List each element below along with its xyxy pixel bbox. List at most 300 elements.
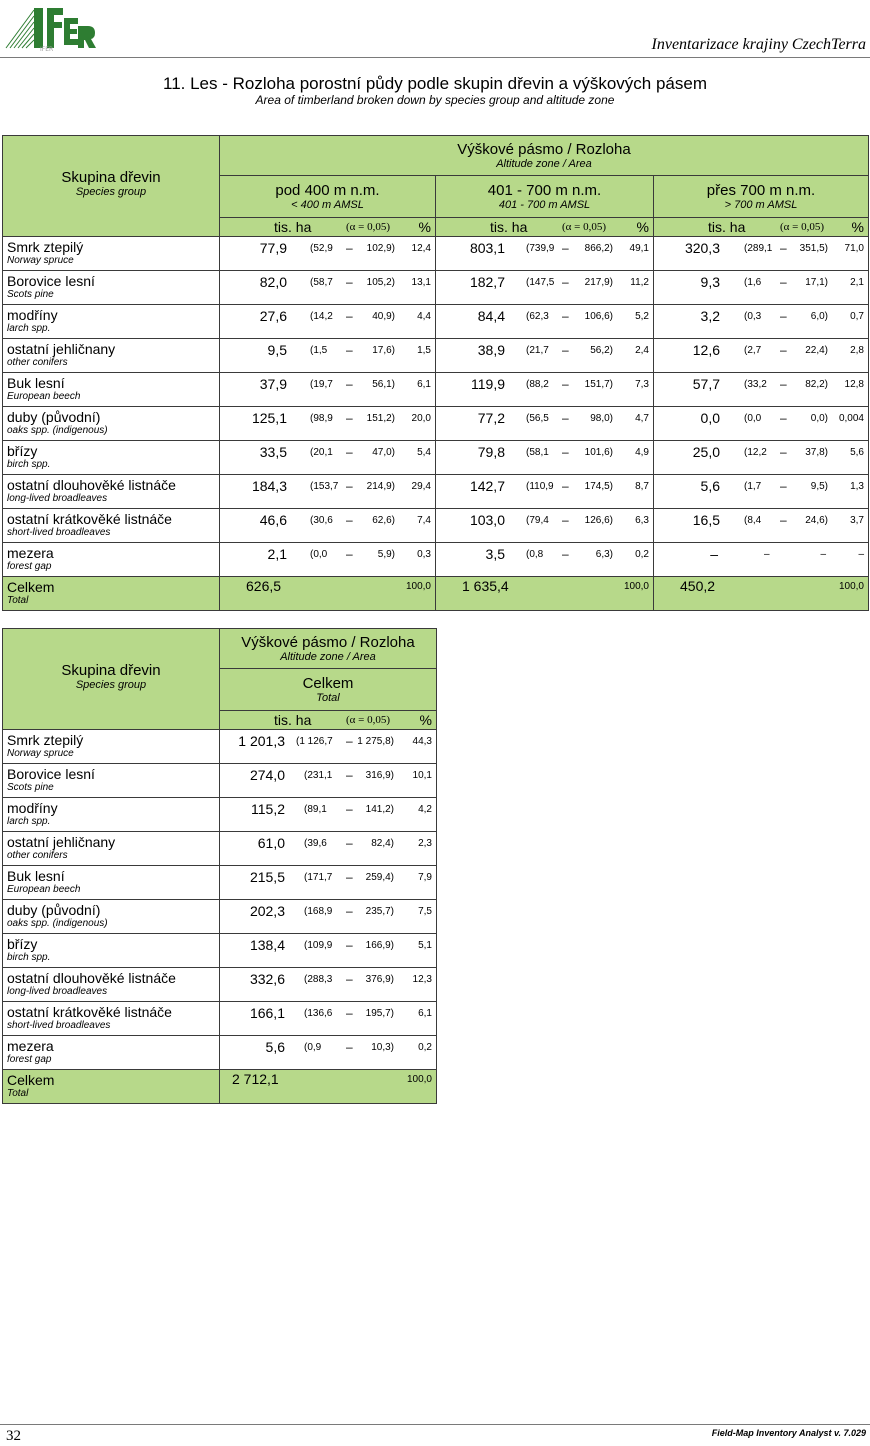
ci-upper: 37,8)	[805, 447, 828, 458]
total-area-value: 626,5	[246, 578, 282, 594]
area-value: 3,2	[700, 308, 720, 324]
zone-value-cell	[436, 543, 654, 577]
zone-value-cell	[654, 339, 869, 373]
species-name-en: forest gap	[7, 561, 52, 572]
area-value: 77,9	[259, 240, 287, 256]
area-value: 57,7	[692, 376, 720, 392]
ci-lower: (153,7	[310, 481, 339, 492]
species-group-header-en: Species group	[75, 185, 147, 198]
area-value: 103,0	[469, 512, 505, 528]
area-value: 184,3	[251, 478, 287, 494]
share-pct: 13,1	[411, 277, 431, 288]
altitude-zone-header-cz: Výškové pásmo / Rozloha	[457, 140, 631, 158]
total-label-en: Total	[7, 595, 29, 606]
header-divider	[0, 57, 870, 58]
species-cell	[3, 798, 220, 832]
species-name-cz: ostatní krátkověké listnáče	[7, 511, 172, 527]
ci-dash: –	[780, 479, 787, 493]
table-row	[3, 237, 869, 271]
table-row	[3, 441, 869, 475]
unit-alpha-label: (α = 0,05)	[780, 220, 825, 233]
share-pct: 0,2	[635, 549, 649, 560]
ci-dash: –	[780, 343, 787, 357]
share-pct: 7,3	[635, 379, 649, 390]
ci-upper: 126,6)	[584, 515, 613, 526]
species-name-cz: duby (původní)	[7, 409, 101, 425]
zone-header-total	[220, 668, 437, 710]
species-name-cz: modříny	[7, 307, 58, 323]
area-value: 61,0	[257, 835, 285, 851]
species-cell	[3, 832, 220, 866]
ci-upper: 106,6)	[584, 311, 613, 322]
ci-lower: (12,2	[744, 447, 767, 458]
zone-3-cz: přes 700 m n.m.	[706, 181, 816, 199]
footer-divider	[0, 1424, 870, 1425]
species-cell	[3, 866, 220, 900]
ci-lower: (0,3	[744, 311, 762, 322]
ci-upper: 376,9)	[365, 974, 394, 985]
species-name-en: European beech	[7, 884, 81, 895]
zone-value-cell	[654, 237, 869, 271]
share-pct: 6,1	[417, 379, 431, 390]
unit-header-3	[654, 217, 869, 236]
zone-header-1	[220, 175, 436, 217]
total-area-value: 450,2	[680, 578, 716, 594]
zone-value-cell	[220, 798, 437, 832]
zone-value-cell	[436, 305, 654, 339]
share-pct: 2,3	[418, 838, 432, 849]
ci-lower: (2,7	[744, 345, 762, 356]
species-name-en: short-lived broadleaves	[7, 1020, 111, 1031]
ci-dash: –	[780, 377, 787, 391]
species-name-en: European beech	[7, 391, 81, 402]
ci-dash: –	[346, 445, 353, 459]
ci-dash: –	[346, 870, 353, 884]
total-share-pct: 100,0	[405, 581, 431, 592]
zone-value-cell	[220, 509, 436, 543]
area-value: 37,9	[259, 376, 287, 392]
share-pct: 8,7	[635, 481, 649, 492]
species-name-en: Norway spruce	[7, 255, 74, 266]
ci-dash: –	[562, 547, 569, 561]
zone-value-cell	[436, 509, 654, 543]
ci-lower: (58,1	[526, 447, 549, 458]
area-value: 79,8	[477, 444, 505, 460]
ci-lower: (62,3	[526, 311, 549, 322]
species-name-en: other conifers	[7, 357, 68, 368]
area-value: –	[710, 546, 718, 562]
species-name-en: short-lived broadleaves	[7, 527, 111, 538]
species-cell	[3, 339, 220, 373]
ci-dash: –	[346, 309, 353, 323]
ci-upper: 22,4)	[805, 345, 828, 356]
species-name-en: oaks spp. (indigenous)	[7, 425, 108, 436]
table-row	[3, 798, 437, 832]
zone-value-cell	[436, 339, 654, 373]
logo-text: IFER	[40, 46, 54, 52]
species-name-en: long-lived broadleaves	[7, 493, 108, 504]
area-value: 5,6	[700, 478, 720, 494]
unit-pct-label: %	[636, 218, 649, 235]
species-name-cz: ostatní dlouhověké listnáče	[7, 477, 176, 493]
ci-dash: –	[346, 836, 353, 850]
share-pct: 12,3	[412, 974, 432, 985]
ci-upper: 0,0)	[810, 413, 828, 424]
zone-value-cell	[436, 271, 654, 305]
zone-value-cell	[220, 237, 436, 271]
share-pct: 12,8	[844, 379, 864, 390]
ci-lower: (30,6	[310, 515, 333, 526]
altitude-zone-header	[220, 629, 437, 669]
ci-upper: 56,1)	[372, 379, 395, 390]
ci-lower: (231,1	[304, 770, 333, 781]
ci-upper: 56,2)	[590, 345, 613, 356]
share-pct: 3,7	[850, 515, 864, 526]
ci-lower: –	[764, 549, 770, 560]
area-value: 33,5	[259, 444, 287, 460]
zone-value-cell	[220, 441, 436, 475]
altitude-zone-header-en: Altitude zone / Area	[496, 157, 592, 170]
ci-dash: –	[346, 904, 353, 918]
table-row	[3, 543, 869, 577]
species-name-en: Norway spruce	[7, 748, 74, 759]
ci-upper: 82,4)	[371, 838, 394, 849]
zone-value-cell	[654, 441, 869, 475]
species-name-en: Scots pine	[7, 289, 54, 300]
ci-upper: –	[820, 549, 826, 560]
zone-value-cell	[436, 475, 654, 509]
species-name-cz: Buk lesní	[7, 375, 65, 391]
table-row	[3, 1002, 437, 1036]
ci-dash: –	[346, 241, 353, 255]
area-value: 138,4	[249, 937, 285, 953]
unit-pct-label: %	[419, 711, 432, 728]
area-value: 16,5	[692, 512, 720, 528]
share-pct: 5,4	[417, 447, 431, 458]
ci-dash: –	[562, 309, 569, 323]
ci-dash: –	[562, 513, 569, 527]
unit-header-1	[220, 217, 436, 236]
zone-value-cell	[220, 271, 436, 305]
ci-dash: –	[780, 309, 787, 323]
species-name-cz: Borovice lesní	[7, 766, 95, 782]
zone-value-cell	[654, 407, 869, 441]
ci-lower: (33,2	[744, 379, 767, 390]
ci-dash: –	[346, 1006, 353, 1020]
species-cell	[3, 271, 220, 305]
share-pct: 1,3	[850, 481, 864, 492]
ci-lower: (39,6	[304, 838, 327, 849]
ci-lower: (98,9	[310, 413, 333, 424]
ci-lower: (109,9	[304, 940, 333, 951]
species-name-cz: Borovice lesní	[7, 273, 95, 289]
ci-upper: 40,9)	[372, 311, 395, 322]
unit-area-label: tis. ha	[490, 218, 528, 235]
total-share-pct: 100,0	[838, 581, 864, 592]
ci-upper: 166,9)	[365, 940, 394, 951]
share-pct: 7,4	[417, 515, 431, 526]
table-row	[3, 407, 869, 441]
ci-upper: 82,2)	[805, 379, 828, 390]
area-value: 803,1	[469, 240, 505, 256]
table-row	[3, 832, 437, 866]
zone-value-cell	[220, 305, 436, 339]
share-pct: 2,4	[635, 345, 649, 356]
ci-dash: –	[562, 241, 569, 255]
ci-upper: 10,3)	[371, 1042, 394, 1053]
ci-lower: (21,7	[526, 345, 549, 356]
species-cell	[3, 764, 220, 798]
area-value: 27,6	[259, 308, 287, 324]
zone-total-en: Total	[316, 691, 340, 704]
species-name-en: Scots pine	[7, 782, 54, 793]
ci-lower: (1 126,7	[296, 736, 333, 747]
ci-lower: (19,7	[310, 379, 333, 390]
share-pct: 5,2	[635, 311, 649, 322]
species-name-en: oaks spp. (indigenous)	[7, 918, 108, 929]
zone-value-cell	[220, 968, 437, 1002]
ci-dash: –	[780, 445, 787, 459]
zone-value-cell	[220, 407, 436, 441]
ci-dash: –	[346, 377, 353, 391]
species-cell	[3, 305, 220, 339]
area-value: 9,3	[700, 274, 720, 290]
ci-upper: 17,1)	[805, 277, 828, 288]
table-row	[3, 373, 869, 407]
footer-note: Field-Map Inventory Analyst v. 7.029	[711, 1428, 866, 1438]
ci-dash: –	[562, 445, 569, 459]
area-value: 46,6	[259, 512, 287, 528]
ci-upper: 195,7)	[365, 1008, 394, 1019]
share-pct: 10,1	[412, 770, 432, 781]
ci-lower: (289,1	[744, 243, 773, 254]
area-value: 166,1	[249, 1005, 285, 1021]
ci-lower: (0,0	[310, 549, 328, 560]
ci-upper: 214,9)	[366, 481, 395, 492]
zone-header-3	[654, 175, 869, 217]
share-pct: 2,1	[850, 277, 864, 288]
share-pct: 4,9	[635, 447, 649, 458]
table-row	[3, 900, 437, 934]
area-value: 202,3	[249, 903, 285, 919]
zone-value-cell	[220, 730, 437, 764]
share-pct: 6,1	[418, 1008, 432, 1019]
area-value: 215,5	[249, 869, 285, 885]
area-value: 125,1	[251, 410, 287, 426]
species-group-header-cz: Skupina dřevin	[61, 168, 161, 186]
altitude-zone-header	[220, 136, 869, 176]
zone-value-cell	[220, 1002, 437, 1036]
species-cell	[3, 900, 220, 934]
ci-lower: (1,7	[744, 481, 762, 492]
unit-alpha-label: (α = 0,05)	[346, 220, 391, 233]
ci-upper: 141,2)	[365, 804, 394, 815]
table-row	[3, 1036, 437, 1070]
unit-area-label: tis. ha	[708, 218, 746, 235]
altitude-zone-header-en: Altitude zone / Area	[280, 650, 376, 663]
ci-dash: –	[346, 275, 353, 289]
unit-header-2	[436, 217, 654, 236]
ci-upper: 5,9)	[377, 549, 395, 560]
zone-value-cell	[220, 543, 436, 577]
share-pct: 0,2	[418, 1042, 432, 1053]
species-name-cz: břízy	[7, 443, 38, 459]
share-pct: 0,004	[838, 413, 864, 424]
ci-lower: (739,9	[526, 243, 555, 254]
table-row	[3, 764, 437, 798]
table-row	[3, 968, 437, 1002]
zone-value-cell	[220, 764, 437, 798]
ci-dash: –	[562, 275, 569, 289]
ci-lower: (136,6	[304, 1008, 333, 1019]
unit-area-label: tis. ha	[274, 218, 312, 235]
species-cell	[3, 237, 220, 271]
total-share-pct: 100,0	[623, 581, 649, 592]
total-value-cell	[220, 1070, 437, 1104]
species-cell	[3, 475, 220, 509]
ci-dash: –	[346, 547, 353, 561]
ci-dash: –	[346, 1040, 353, 1054]
altitude-zone-header-cz: Výškové pásmo / Rozloha	[241, 633, 415, 651]
share-pct: 4,4	[417, 311, 431, 322]
ci-dash: –	[346, 768, 353, 782]
species-cell	[3, 1002, 220, 1036]
ci-lower: (20,1	[310, 447, 333, 458]
zone-value-cell	[654, 271, 869, 305]
total-row	[3, 577, 869, 611]
unit-alpha-label: (α = 0,05)	[346, 713, 391, 726]
area-total-table	[2, 628, 437, 1104]
zone-value-cell	[220, 373, 436, 407]
zone-value-cell	[436, 441, 654, 475]
zone-1-cz: pod 400 m n.m.	[275, 181, 380, 199]
area-value: 2,1	[267, 546, 287, 562]
unit-alpha-label: (α = 0,05)	[562, 220, 607, 233]
table-row	[3, 475, 869, 509]
area-value: 84,4	[477, 308, 505, 324]
ci-dash: –	[346, 972, 353, 986]
share-pct: 6,3	[635, 515, 649, 526]
zone-value-cell	[220, 866, 437, 900]
species-group-header	[3, 629, 220, 730]
area-value: 82,0	[259, 274, 287, 290]
zone-value-cell	[654, 373, 869, 407]
ci-lower: (89,1	[304, 804, 327, 815]
table-row	[3, 730, 437, 764]
ci-lower: (56,5	[526, 413, 549, 424]
total-row	[3, 1070, 437, 1104]
species-cell	[3, 509, 220, 543]
total-area-value: 2 712,1	[232, 1071, 279, 1087]
section-subtitle: Area of timberland broken down by species group and altitude zone	[255, 93, 615, 107]
species-name-cz: Buk lesní	[7, 868, 65, 884]
table-row	[3, 934, 437, 968]
share-pct: 29,4	[411, 481, 431, 492]
area-value: 3,5	[485, 546, 505, 562]
ci-dash: –	[780, 241, 787, 255]
area-value: 5,6	[265, 1039, 285, 1055]
species-cell	[3, 1036, 220, 1070]
zone-value-cell	[220, 475, 436, 509]
species-name-en: long-lived broadleaves	[7, 986, 108, 997]
ci-lower: (110,9	[526, 481, 554, 492]
ci-lower: (0,9	[304, 1042, 322, 1053]
share-pct: 5,1	[418, 940, 432, 951]
share-pct: 4,2	[418, 804, 432, 815]
ci-lower: (88,2	[526, 379, 549, 390]
zone-value-cell	[654, 543, 869, 577]
zone-value-cell	[654, 305, 869, 339]
ci-upper: 259,4)	[365, 872, 394, 883]
species-name-cz: ostatní krátkověké listnáče	[7, 1004, 172, 1020]
ci-dash: –	[562, 343, 569, 357]
ci-upper: 1 275,8)	[357, 736, 394, 747]
species-cell	[3, 543, 220, 577]
unit-header-1	[220, 710, 437, 729]
ci-upper: 866,2)	[584, 243, 613, 254]
species-name-en: other conifers	[7, 850, 68, 861]
share-pct: 20,0	[411, 413, 431, 424]
share-pct: 0,3	[417, 549, 431, 560]
table-row	[3, 305, 869, 339]
total-label-cell	[3, 577, 220, 611]
ci-upper: 9,5)	[810, 481, 828, 492]
zone-value-cell	[436, 237, 654, 271]
ci-lower: (79,4	[526, 515, 549, 526]
total-value-cell	[220, 577, 436, 611]
area-value: 119,9	[471, 376, 505, 392]
ci-lower: (168,9	[304, 906, 333, 917]
ci-lower: (1,5	[310, 345, 328, 356]
area-value: 25,0	[692, 444, 720, 460]
species-cell	[3, 968, 220, 1002]
zone-total-cz: Celkem	[302, 674, 354, 692]
ci-upper: 24,6)	[805, 515, 828, 526]
ci-upper: 351,5)	[799, 243, 828, 254]
species-name-cz: modříny	[7, 800, 58, 816]
ifer-logo	[4, 4, 96, 52]
ci-lower: (1,6	[744, 277, 762, 288]
zone-1-en: < 400 m AMSL	[291, 198, 364, 211]
share-pct: 5,6	[850, 447, 864, 458]
species-group-header-cz: Skupina dřevin	[61, 661, 161, 679]
ci-upper: 105,2)	[366, 277, 395, 288]
share-pct: 7,5	[418, 906, 432, 917]
zone-value-cell	[220, 900, 437, 934]
ci-upper: 101,6)	[584, 447, 613, 458]
share-pct: 1,5	[417, 345, 431, 356]
ci-upper: 235,7)	[365, 906, 394, 917]
ci-dash: –	[346, 938, 353, 952]
ci-lower: (171,7	[304, 872, 333, 883]
section-title: 11. Les - Rozloha porostní půdy podle skupin dřevin a výškových pásem	[163, 74, 707, 93]
page-number: 32	[6, 1428, 21, 1444]
ci-lower: (147,5	[526, 277, 555, 288]
zone-2-cz: 401 - 700 m n.m.	[487, 181, 602, 199]
ci-upper: 102,9)	[366, 243, 395, 254]
zone-2-en: 401 - 700 m AMSL	[498, 198, 591, 211]
share-pct: 4,7	[635, 413, 649, 424]
total-value-cell	[436, 577, 654, 611]
ci-upper: 316,9)	[365, 770, 394, 781]
species-name-cz: ostatní jehličnany	[7, 341, 116, 357]
ci-lower: (0,8	[526, 549, 544, 560]
share-pct: 44,3	[412, 736, 432, 747]
total-area-value: 1 635,4	[462, 578, 509, 594]
species-name-cz: mezera	[7, 1038, 54, 1054]
unit-area-label: tis. ha	[274, 711, 312, 728]
species-name-cz: břízy	[7, 936, 38, 952]
